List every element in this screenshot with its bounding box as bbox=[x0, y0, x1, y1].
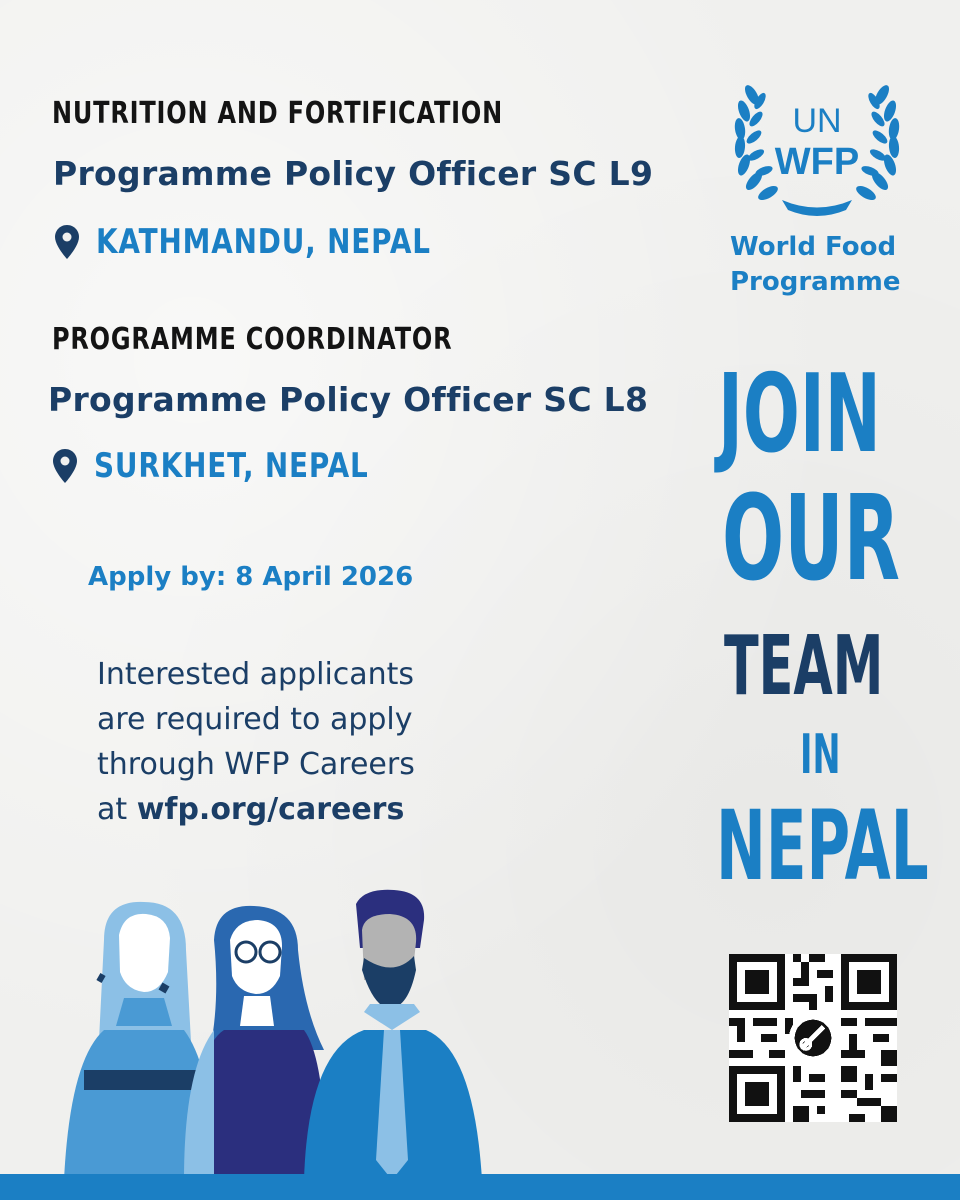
apply-deadline: Apply by: 8 April 2026 bbox=[88, 562, 414, 592]
un-laurel-emblem-icon bbox=[722, 70, 912, 220]
team-illustration bbox=[64, 880, 664, 1180]
logo-name-line: Programme bbox=[730, 267, 901, 297]
info-line: Interested applicants bbox=[97, 657, 415, 692]
headline-team: TEAM bbox=[724, 619, 884, 714]
headline-join: JOIN bbox=[718, 352, 881, 477]
info-prefix: at bbox=[97, 792, 137, 827]
headline-in: IN bbox=[800, 723, 841, 786]
logo-wfp-text: WFP bbox=[774, 141, 860, 183]
logo-wordmark bbox=[730, 230, 901, 300]
qr-code-icon[interactable] bbox=[729, 954, 897, 1122]
job1-title: Programme Policy Officer SC L9 bbox=[53, 154, 654, 193]
job1-department: NUTRITION AND FORTIFICATION bbox=[52, 96, 503, 131]
headline-nepal: NEPAL bbox=[716, 790, 929, 902]
job2-location bbox=[52, 446, 429, 486]
logo-name-line: World Food bbox=[730, 232, 897, 262]
info-line bbox=[97, 787, 497, 832]
job1-location bbox=[54, 222, 504, 262]
careers-link[interactable]: wfp.org/careers bbox=[136, 792, 405, 827]
footer-bar bbox=[0, 1174, 960, 1200]
headline-our: OUR bbox=[722, 469, 900, 607]
person-right-figure bbox=[304, 890, 482, 1180]
person-middle-figure bbox=[184, 906, 326, 1180]
info-line: are required to apply bbox=[97, 702, 413, 737]
job1-location-label: KATHMANDU, NEPAL bbox=[96, 222, 431, 262]
logo-un-text: UN bbox=[792, 102, 842, 140]
job2-title: Programme Policy Officer SC L8 bbox=[48, 380, 649, 419]
location-pin-icon bbox=[54, 225, 80, 259]
location-pin-icon bbox=[52, 449, 78, 483]
job2-department: PROGRAMME COORDINATOR bbox=[52, 322, 453, 357]
info-line: through WFP Careers bbox=[97, 747, 415, 782]
job2-location-label: SURKHET, NEPAL bbox=[94, 446, 369, 486]
application-info bbox=[97, 652, 497, 832]
